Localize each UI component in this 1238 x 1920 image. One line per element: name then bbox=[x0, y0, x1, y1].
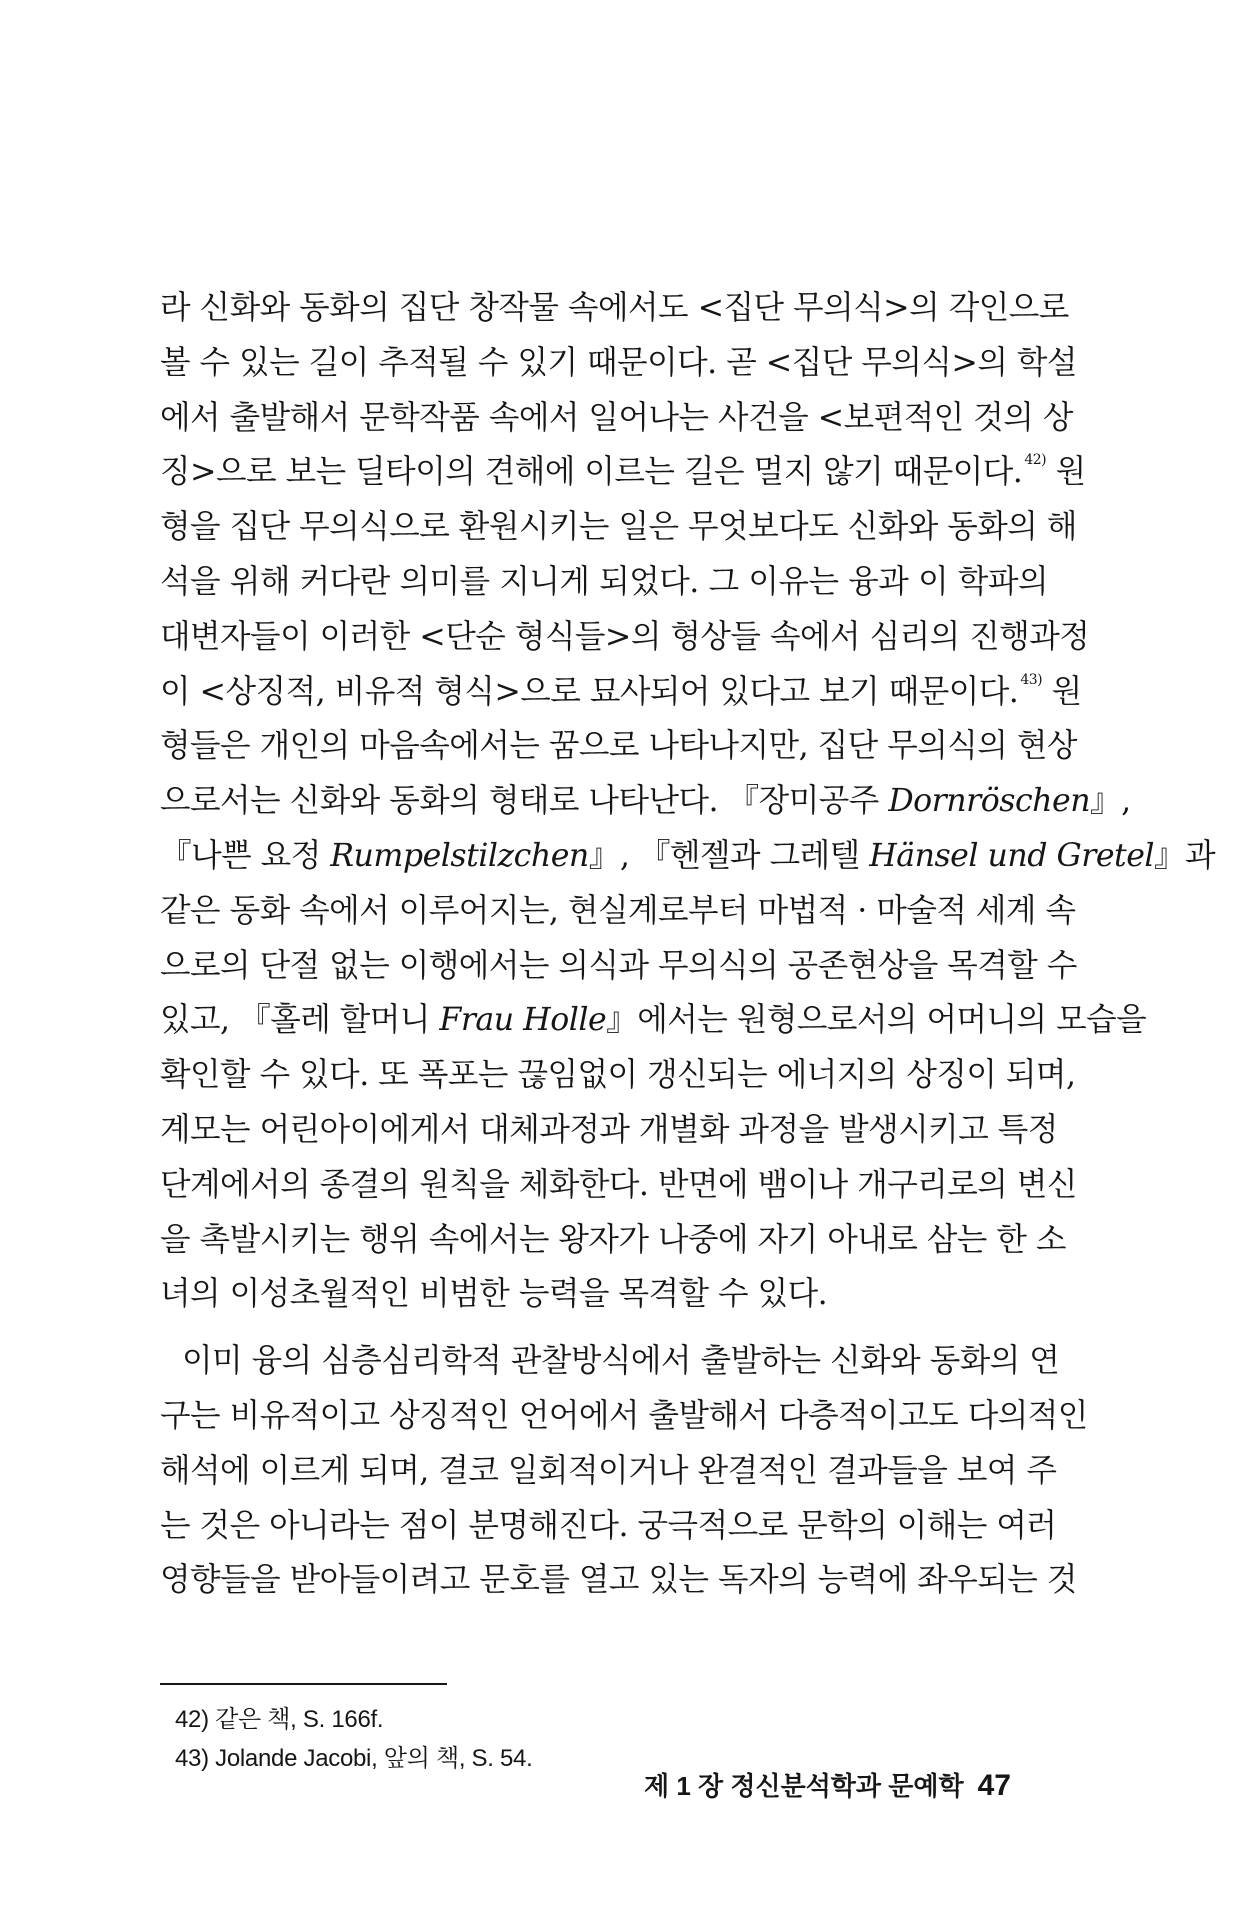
german-title: Frau Holle bbox=[439, 1002, 607, 1039]
footnote-42: 42) 같은 책, S. 166f. bbox=[175, 1706, 384, 1733]
line-text: 원 bbox=[1042, 673, 1082, 710]
line-text: 이 <상징적, 비유적 형식>으로 묘사되어 있다고 보기 때문이다. bbox=[160, 673, 1019, 710]
line-text: 『나쁜 요정 bbox=[160, 837, 331, 874]
text-line: 형들은 개인의 마음속에서는 꿈으로 나타나지만, 집단 무의식의 현상 bbox=[160, 728, 1077, 765]
footnote-ref-43: 43) bbox=[1020, 671, 1043, 688]
text-line: 형을 집단 무의식으로 환원시키는 일은 무엇보다도 신화와 동화의 해 bbox=[160, 509, 1077, 546]
german-title: Rumpelstilzchen bbox=[330, 837, 589, 874]
line-text: 』에서는 원형으로서의 어머니의 모습을 bbox=[606, 1002, 1147, 1039]
text-line: 해석에 이르게 되며, 결코 일회적이거나 완결적인 결과들을 보여 주 bbox=[160, 1452, 1057, 1489]
line-text: 』, bbox=[1090, 783, 1131, 820]
text-line: 이미 융의 심층심리학적 관찰방식에서 출발하는 신화와 동화의 연 bbox=[182, 1343, 1060, 1380]
chapter-title: 제 1 장 정신분석학과 문예학 bbox=[643, 1771, 964, 1801]
text-line: 단계에서의 종결의 원칙을 체화한다. 반면에 뱀이나 개구리로의 변신 bbox=[160, 1166, 1077, 1203]
text-line: 같은 동화 속에서 이루어지는, 현실계로부터 마법적 · 마술적 세계 속 bbox=[160, 892, 1076, 929]
footnote-ref-42: 42) bbox=[1024, 452, 1047, 469]
line-text: 』, 『헨젤과 그레텔 bbox=[588, 837, 870, 874]
text-line bbox=[160, 665, 1082, 720]
page-number: 47 bbox=[977, 1769, 1011, 1802]
page-footer bbox=[644, 1766, 1011, 1803]
text-line: 을 촉발시키는 행위 속에서는 왕자가 나중에 자기 아내로 삼는 한 소 bbox=[160, 1221, 1066, 1258]
footnote-divider bbox=[160, 1683, 447, 1685]
text-line: 는 것은 아니라는 점이 분명해진다. 궁극적으로 문학의 이해는 여러 bbox=[160, 1507, 1057, 1544]
text-line bbox=[160, 993, 1147, 1048]
text-line: 라 신화와 동화의 집단 창작물 속에서도 <집단 무의식>의 각인으로 bbox=[160, 290, 1069, 326]
text-line: 으로의 단절 없는 이행에서는 의식과 무의식의 공존현상을 목격할 수 bbox=[160, 947, 1077, 984]
line-text: 징>으로 보는 딜타이의 견해에 이르는 길은 멀지 않기 때문이다. bbox=[160, 454, 1023, 491]
footnote-43: 43) Jolande Jacobi, 앞의 책, S. 54. bbox=[175, 1745, 533, 1772]
line-text: 있고, 『홀레 할머니 bbox=[160, 1002, 440, 1039]
text-line: 계모는 어린아이에게서 대체과정과 개별화 과정을 발생시키고 특정 bbox=[160, 1111, 1058, 1148]
german-title: Hänsel und Gretel bbox=[869, 837, 1155, 874]
paragraph-2 bbox=[160, 1334, 1088, 1608]
paragraph-1 bbox=[160, 281, 1216, 1322]
text-line: 볼 수 있는 길이 추적될 수 있기 때문이다. 곧 <집단 무의식>의 학설 bbox=[160, 344, 1077, 381]
text-line: 확인할 수 있다. 또 폭포는 끊임없이 갱신되는 에너지의 상징이 되며, bbox=[160, 1057, 1076, 1094]
text-line: 녀의 이성초월적인 비범한 능력을 목격할 수 있다. bbox=[160, 1276, 828, 1313]
text-line: 석을 위해 커다란 의미를 지니게 되었다. 그 이유는 융과 이 학파의 bbox=[160, 563, 1048, 600]
text-line: 영향들을 받아들이려고 문호를 열고 있는 독자의 능력에 좌우되는 것 bbox=[160, 1562, 1077, 1599]
text-line bbox=[160, 829, 1216, 884]
line-text: 원 bbox=[1046, 454, 1086, 491]
text-line bbox=[160, 774, 1131, 829]
line-text: 』과 bbox=[1154, 837, 1216, 874]
german-title: Dornröschen bbox=[888, 783, 1091, 820]
line-text: 으로서는 신화와 동화의 형태로 나타난다. 『장미공주 bbox=[160, 783, 889, 820]
text-line: 구는 비유적이고 상징적인 언어에서 출발해서 다층적이고도 다의적인 bbox=[160, 1397, 1088, 1434]
text-line: 에서 출발해서 문학작품 속에서 일어나는 사건을 <보편적인 것의 상 bbox=[160, 399, 1073, 436]
body-text bbox=[160, 281, 1216, 1608]
text-line: 대변자들이 이러한 <단순 형식들>의 형상들 속에서 심리의 진행과정 bbox=[160, 618, 1090, 655]
text-line bbox=[160, 445, 1086, 500]
